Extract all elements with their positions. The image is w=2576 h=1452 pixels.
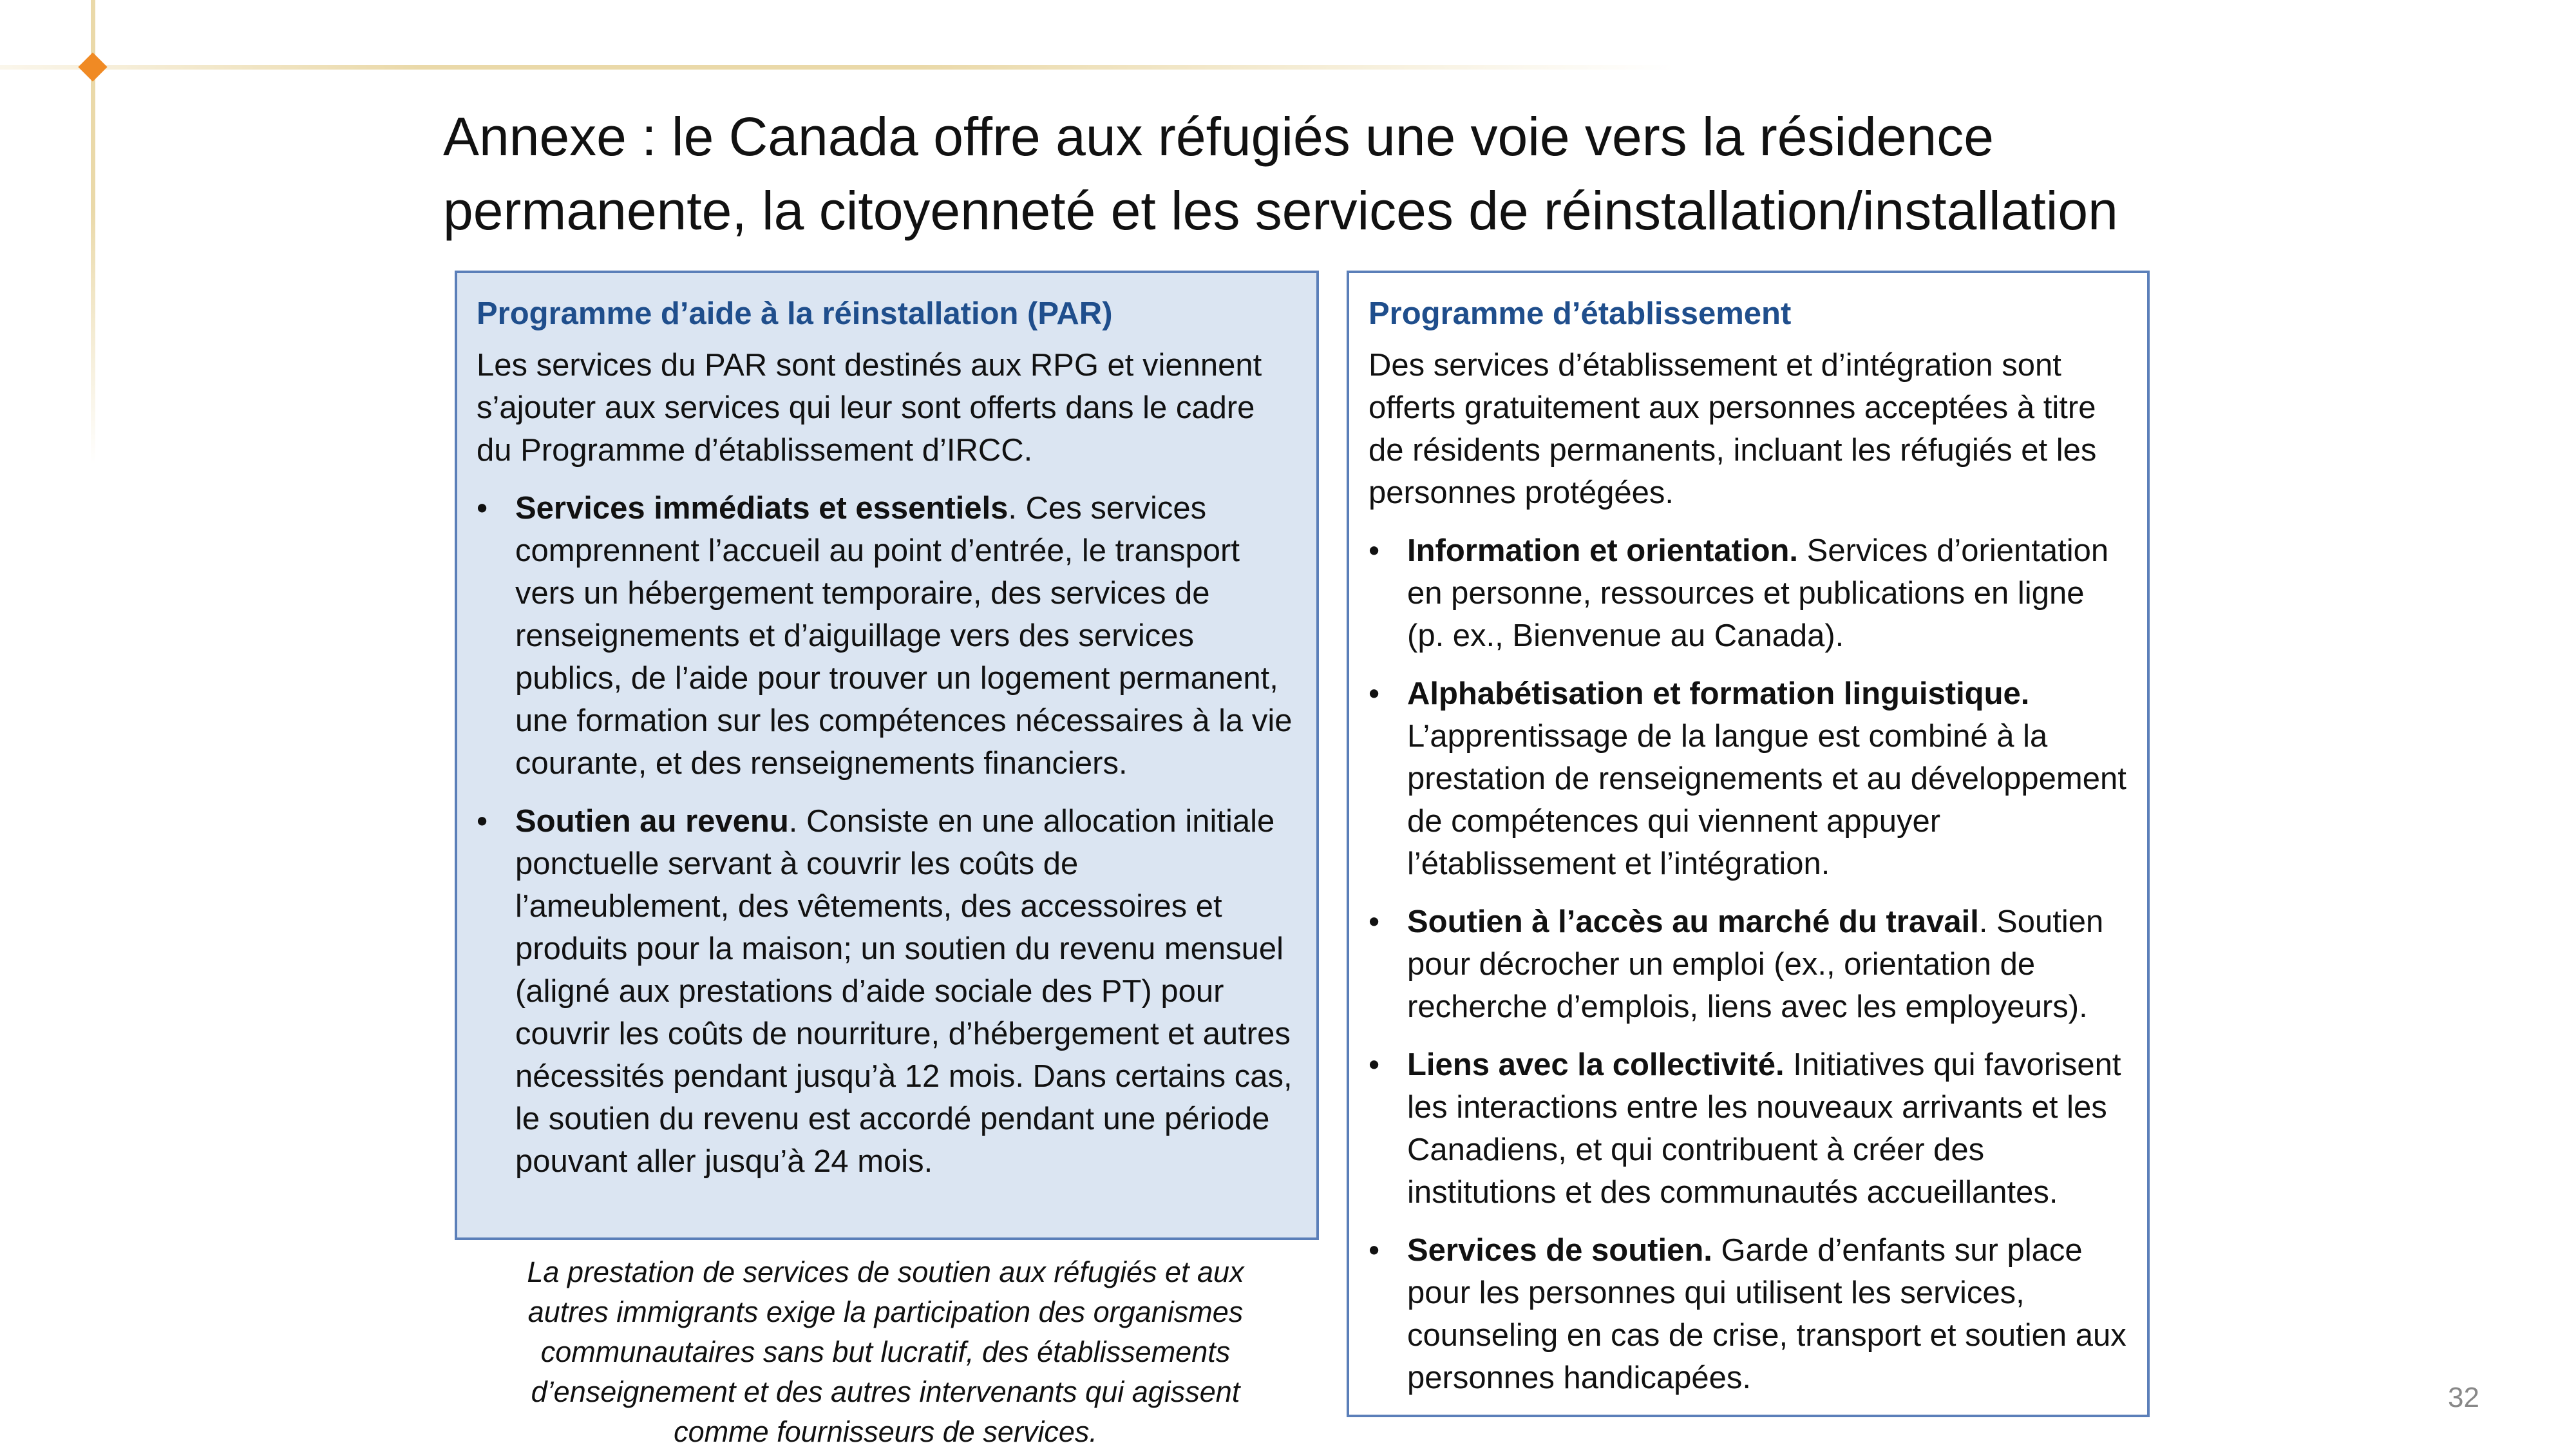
list-item-bold: Liens avec la collectivité. xyxy=(1407,1047,1785,1082)
resettlement-program-intro: Les services du PAR sont destinés aux RPG et viennent s’ajouter aux services qui leur sont offerts dans le cadre du Programme d’établissement d’IRCC. xyxy=(477,348,1262,468)
list-item xyxy=(1368,901,2128,1028)
settlement-program-box xyxy=(1347,271,2150,1417)
page-number: 32 xyxy=(2448,1382,2479,1413)
list-item-bold: Services immédiats et essentiels xyxy=(515,491,1009,526)
bullet-icon: • xyxy=(1368,533,1380,568)
list-item-text: . Ces services comprennent l’accueil au point d’entrée, le transport vers un hébergement temporaire, des services de renseignements et d’aiguillage vers des services publics, de l’aide pour trouver un logement permanent, une formation sur les compétences nécessaires à la vie courante, et des renseignements financiers. xyxy=(515,491,1293,781)
list-item-bold: Alphabétisation et formation linguistique. xyxy=(1407,676,2030,711)
bullet-icon: • xyxy=(1368,904,1380,939)
list-item-text: . Consiste en une allocation initiale ponctuelle servant à couvrir les coûts de l’ameublement, des vêtements, des accessoires et produits pour la maison; un soutien du revenu mensuel (aligné aux prestations d’aide sociale des PT) pour couvrir les coûts de nourriture, d’hébergement et autres nécessités pendant jusqu’à 12 mois. Dans certains cas, le soutien du revenu est accordé pendant une période pouvant aller jusqu’à 24 mois. xyxy=(515,804,1293,1179)
list-item xyxy=(477,487,1297,785)
list-item xyxy=(1368,530,2128,657)
list-item-text: Initiatives qui favorisent les interactions entre les nouveaux arrivants et les Canadiens, et qui contribuent à créer des institutions et des communautés accueillantes. xyxy=(1407,1047,2121,1210)
list-item-bold: Soutien à l’accès au marché du travail xyxy=(1407,904,1979,939)
list-item-text: L’apprentissage de la langue est combiné à la prestation de renseignements et au développement de compétences qui viennent appuyer l’établissement et l’intégration. xyxy=(1407,719,2126,881)
bullet-icon: • xyxy=(477,491,488,526)
page-title-line-2: permanente, la citoyenneté et les services de réinstallation/installation xyxy=(443,180,2118,241)
list-item-bold: Information et orientation. xyxy=(1407,533,1799,568)
resettlement-program-list xyxy=(477,487,1297,1183)
list-item-bold: Soutien au revenu xyxy=(515,804,789,839)
bullet-icon: • xyxy=(1368,1047,1380,1082)
bullet-icon: • xyxy=(1368,676,1380,711)
orange-diamond-icon xyxy=(78,52,107,81)
footnote: La prestation de services de soutien aux réfugiés et aux autres immigrants exige la participation des organismes communautaires sans but lucratif, des établissements d’enseignement et des autres intervenants qui agissent comme fournisseurs de services. xyxy=(527,1256,1244,1448)
list-item-text: . Soutien pour décrocher un emploi (ex., orientation de recherche d’emplois, liens avec les employeurs). xyxy=(1407,904,2104,1024)
list-item xyxy=(1368,1229,2128,1399)
bullet-icon: • xyxy=(477,804,488,839)
decorative-horizontal-line xyxy=(0,65,1674,70)
resettlement-program-box xyxy=(455,271,1319,1240)
bullet-icon: • xyxy=(1368,1233,1380,1268)
list-item xyxy=(1368,673,2128,885)
page-title-line-1: Annexe : le Canada offre aux réfugiés une voie vers la résidence xyxy=(443,106,1994,167)
list-item-bold: Services de soutien. xyxy=(1407,1233,1712,1268)
settlement-program-intro: Des services d’établissement et d’intégration sont offerts gratuitement aux personnes acceptées à titre de résidents permanents, incluant les réfugiés et les personnes protégées. xyxy=(1368,348,2097,510)
list-item xyxy=(1368,1044,2128,1214)
list-item-text: Services d’orientation en personne, ressources et publications en ligne (p. ex., Bienvenue au Canada). xyxy=(1407,533,2109,653)
settlement-program-list xyxy=(1368,530,2128,1399)
list-item-text: Garde d’enfants sur place pour les personnes qui utilisent les services, counseling en cas de crise, transport et soutien aux personnes handicapées. xyxy=(1407,1233,2126,1395)
list-item xyxy=(477,800,1297,1183)
page-title xyxy=(443,100,2375,248)
settlement-program-heading: Programme d’établissement xyxy=(1368,296,1792,331)
resettlement-program-heading: Programme d’aide à la réinstallation (PAR) xyxy=(477,296,1113,331)
